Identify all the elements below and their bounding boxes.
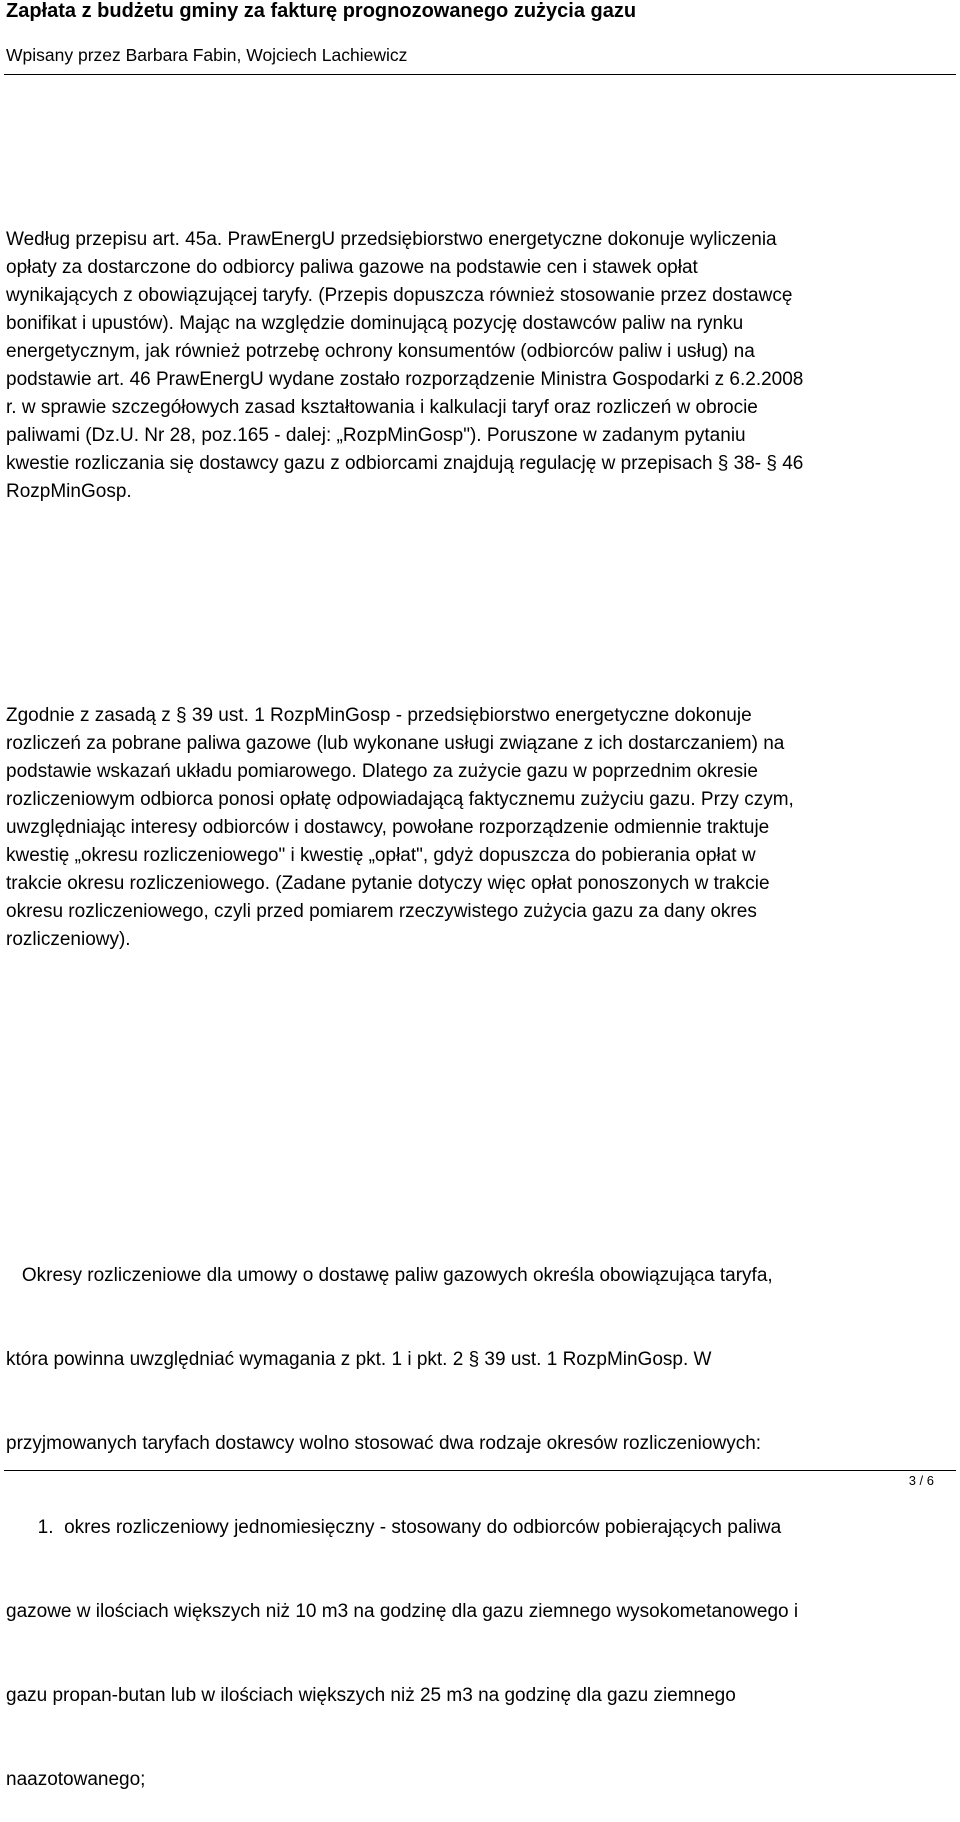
text-line: r. w sprawie szczegółowych zasad kształtowania i kalkulacji taryf oraz rozliczeń w obrocie: [6, 397, 758, 418]
text-line: rozliczeniowym odbiorca ponosi opłatę odpowiadającą faktycznemu zużyciu gazu. Przy czym,: [6, 789, 794, 810]
text-line: energetycznym, jak również potrzebę ochrony konsumentów (odbiorców paliw i usług) na: [6, 341, 755, 362]
text-line: podstawie wskazań układu pomiarowego. Dlatego za zużycie gazu w poprzednim okresie: [6, 761, 758, 782]
paragraph-1: [6, 226, 956, 506]
text-line: paliwami (Dz.U. Nr 28, poz.165 - dalej: „RozpMinGosp"). Poruszone w zadanym pytaniu: [6, 425, 746, 446]
text-line: Okresy rozliczeniowe dla umowy o dostawę paliw gazowych określa obowiązująca taryfa,: [6, 1265, 773, 1286]
text-line: wynikających z obowiązującej taryfy. (Przepis dopuszcza również stosowanie przez dostawcę: [6, 285, 793, 306]
text-line: kwestię „okresu rozliczeniowego" i kwestię „opłat", gdyż dopuszcza do pobierania opłat w: [6, 845, 756, 866]
text-line: która powinna uwzględniać wymagania z pkt. 1 i pkt. 2 § 39 ust. 1 RozpMinGosp. W: [6, 1349, 712, 1370]
text-line: Zgodnie z zasadą z § 39 ust. 1 RozpMinGosp - przedsiębiorstwo energetyczne dokonuje: [6, 705, 752, 726]
text-line: rozliczeniowy).: [6, 929, 131, 950]
text-line: rozliczeń za pobrane paliwa gazowe (lub wykonane usługi związane z ich dostarczaniem) na: [6, 733, 785, 754]
text-line: uwzględniając interesy odbiorców i dostawcy, powołane rozporządzenie odmiennie traktuje: [6, 817, 770, 838]
text-line: RozpMinGosp.: [6, 481, 132, 502]
footer-divider: [4, 1470, 956, 1471]
text-line: podstawie art. 46 PrawEnergU wydane zostało rozporządzenie Ministra Gospodarki z 6.2.2008: [6, 369, 804, 390]
text-line: trakcie okresu rozliczeniowego. (Zadane pytanie dotyczy więc opłat ponoszonych w trakcie: [6, 873, 770, 894]
document-title: Zapłata z budżetu gminy za fakturę prognozowanego zużycia gazu: [6, 0, 637, 22]
text-line: gazu propan-butan lub w ilościach większych niż 25 m3 na godzinę dla gazu ziemnego: [6, 1685, 736, 1706]
paragraph-3: [6, 1206, 956, 1822]
text-line: okresu rozliczeniowego, czyli przed pomiarem rzeczywistego zużycia gazu za dany okres: [6, 901, 757, 922]
text-line: przyjmowanych taryfach dostawcy wolno stosować dwa rodzaje okresów rozliczeniowych:: [6, 1433, 762, 1454]
document-authors: Wpisany przez Barbara Fabin, Wojciech Lachiewicz: [6, 45, 408, 65]
header-divider: [4, 74, 956, 75]
text-line: gazowe w ilościach większych niż 10 m3 na godzinę dla gazu ziemnego wysokometanowego i: [6, 1601, 799, 1622]
page-number: 3 / 6: [908, 1473, 934, 1488]
text-line: kwestie rozliczania się dostawcy gazu z odbiorcami znajdują regulację w przepisach § 38- § 46: [6, 453, 804, 474]
text-line: Według przepisu art. 45a. PrawEnergU przedsiębiorstwo energetyczne dokonuje wyliczenia: [6, 229, 777, 250]
paragraph-2: [6, 702, 956, 954]
text-line: bonifikat i upustów). Mając na względzie dominującą pozycję dostawców paliw na rynku: [6, 313, 744, 334]
list-item-1: 1. okres rozliczeniowy jednomiesięczny - stosowany do odbiorców pobierających paliwa: [6, 1517, 782, 1538]
text-line: opłaty za dostarczone do odbiorcy paliwa gazowe na podstawie cen i stawek opłat: [6, 257, 698, 278]
text-line: naazotowanego;: [6, 1769, 146, 1790]
